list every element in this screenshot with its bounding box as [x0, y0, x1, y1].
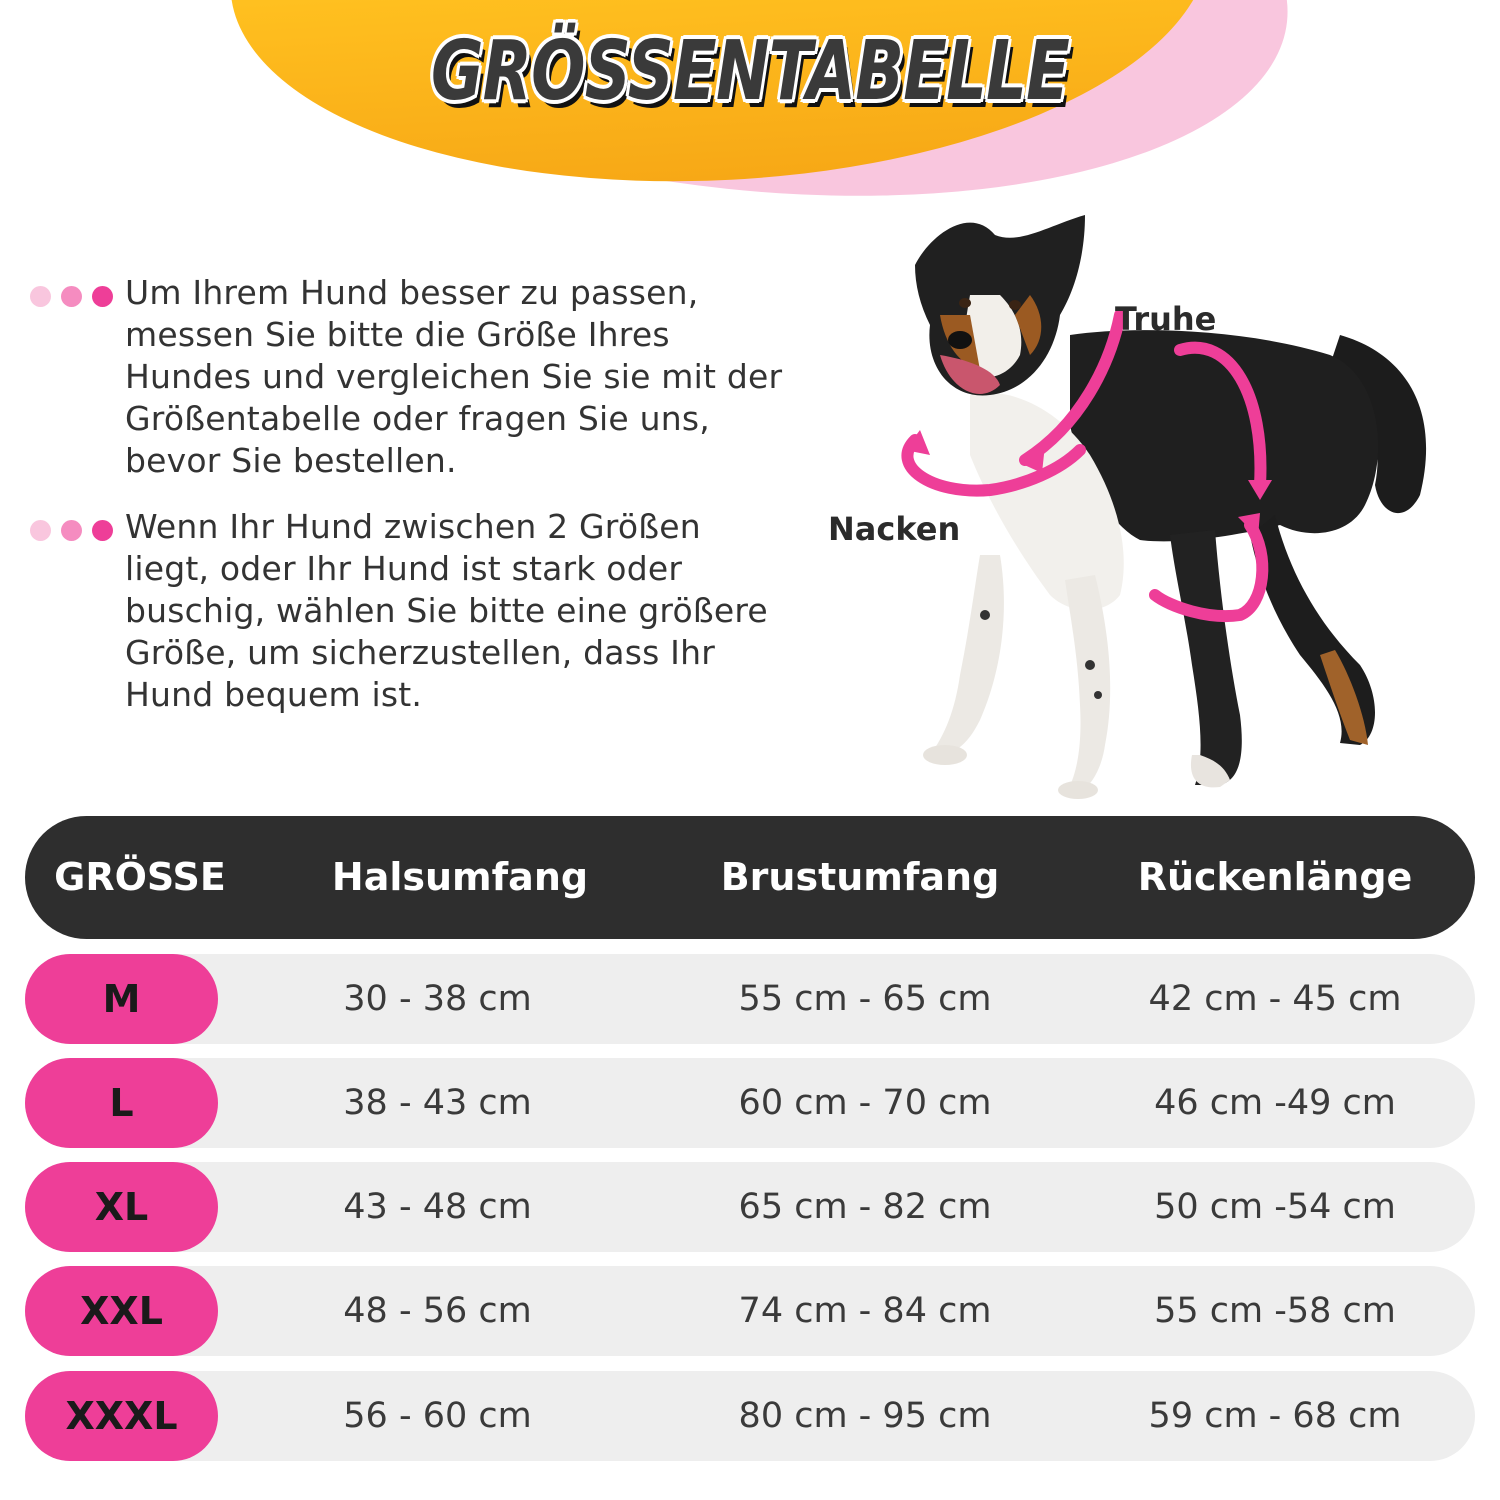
bullet-dots-icon — [30, 520, 113, 541]
chest-value: 55 cm - 65 cm — [738, 979, 992, 1019]
chest-value: 60 cm - 70 cm — [738, 1083, 992, 1123]
neck-value: 43 - 48 cm — [343, 1187, 532, 1227]
neck-value: 30 - 38 cm — [343, 979, 532, 1019]
back-value: 42 cm - 45 cm — [1148, 979, 1402, 1019]
bullet-text: Wenn Ihr Hund zwischen 2 Größen liegt, oder Ihr Hund ist stark oder buschig, wählen Sie bitte eine größere Größe, um sicherzustellen, dass Ihr Hund bequem ist. — [125, 507, 768, 714]
chest-value: 65 cm - 82 cm — [738, 1187, 992, 1227]
chest-value: 74 cm - 84 cm — [738, 1291, 992, 1331]
back-value: 55 cm -58 cm — [1154, 1291, 1396, 1331]
chest-value: 80 cm - 95 cm — [738, 1396, 992, 1436]
bullet-dots-icon — [30, 286, 113, 307]
header-size: GRÖSSE — [54, 855, 226, 899]
page-title: GRÖSSENTABELLE — [430, 24, 1070, 119]
table-row — [25, 1058, 1475, 1148]
table-row — [25, 1162, 1475, 1252]
size-badge: XL — [25, 1162, 218, 1252]
bullet-item — [30, 506, 810, 716]
size-badge: L — [25, 1058, 218, 1148]
info-bullets — [30, 272, 810, 740]
neck-value: 48 - 56 cm — [343, 1291, 532, 1331]
bullet-item — [30, 272, 810, 482]
table-row — [25, 1371, 1475, 1461]
back-value: 50 cm -54 cm — [1154, 1187, 1396, 1227]
dog-icon — [820, 195, 1460, 805]
header-back: Rückenlänge — [1137, 855, 1413, 899]
neck-value: 38 - 43 cm — [343, 1083, 532, 1123]
chest-label: Truhe — [1115, 300, 1217, 338]
size-badge: M — [25, 954, 218, 1044]
header-chest: Brustumfang — [720, 855, 1000, 899]
header-neck: Halsumfang — [331, 855, 589, 899]
table-row — [25, 1266, 1475, 1356]
size-badge: XXXL — [25, 1371, 218, 1461]
bullet-text: Um Ihrem Hund besser zu passen, messen Sie bitte die Größe Ihres Hundes und vergleichen Sie sie mit der Größentabelle oder fragen Sie uns, bevor Sie bestellen. — [125, 273, 783, 480]
table-row — [25, 954, 1475, 1044]
size-badge: XXL — [25, 1266, 218, 1356]
neck-label: Nacken — [828, 510, 961, 548]
back-value: 46 cm -49 cm — [1154, 1083, 1396, 1123]
neck-value: 56 - 60 cm — [343, 1396, 532, 1436]
back-value: 59 cm - 68 cm — [1148, 1396, 1402, 1436]
dog-measurement-illustration — [820, 195, 1460, 805]
table-header — [25, 816, 1475, 939]
